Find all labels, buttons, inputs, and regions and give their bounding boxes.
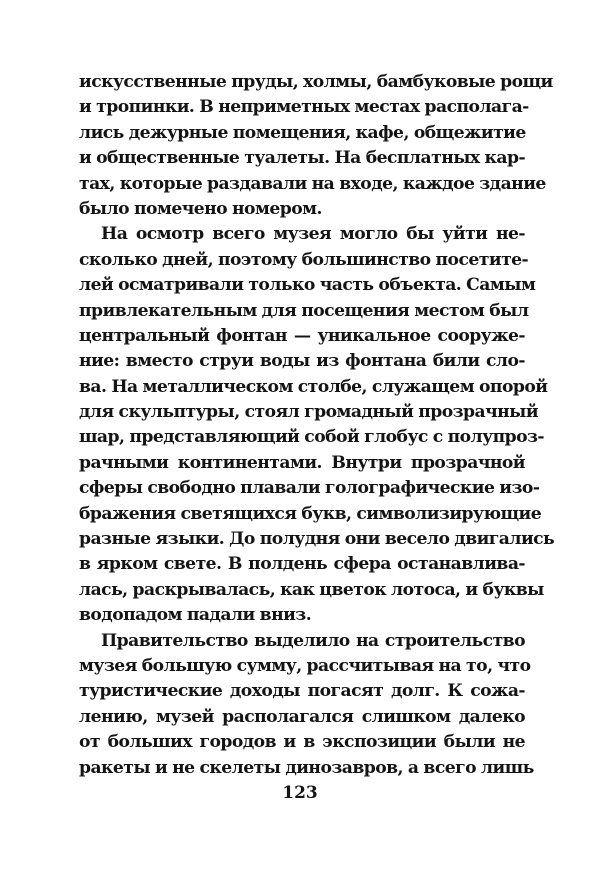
page-body-text [79,70,555,781]
text-line: для скульптуры, стоял громадный прозрачный [79,402,539,423]
text-line: и тропинки. В неприметных местах располага- [79,97,529,118]
text-line: лей осматривали только часть объекта. Самым [79,275,536,296]
text-line: шар, представляющий собой глобус с полупроз- [79,427,544,448]
text-line: сферы свободно плавали голографические изо- [79,478,540,499]
text-line: тах, которые раздавали на входе, каждое здание [79,173,546,194]
text-line: музея большую сумму, рассчитывая на то, что [79,655,531,676]
text-line: лась, раскрывалась, как цветок лотоса, и буквы [79,579,544,600]
text-line: водопадом падали вниз. [79,605,312,626]
text-line: искусственные пруды, холмы, бамбуковые рощи [79,72,553,92]
text-line: лись дежурные помещения, кафе, общежитие [79,122,526,143]
text-line: разные языки. До полудня они весело двигались [79,529,555,550]
text-line: рачными континентами. Внутри прозрачной [79,452,525,473]
text-line: и общественные туалеты. На бесплатных кар- [79,148,526,169]
text-line: ние: вместо струи воды из фонтана били сло- [79,351,525,372]
page-number: 123 [282,783,318,803]
paragraph-2 [79,222,555,628]
text-line: лению, музей располагался слишком далеко [79,706,525,727]
text-line: На осмотр всего музея могло бы уйти не- [101,224,525,245]
paragraph-1 [79,70,553,222]
text-line: ва. На металлическом столбе, служащем опорой [79,376,548,397]
paragraph-3 [79,629,534,781]
text-line: туристические доходы погасят долг. К сожа- [79,681,525,702]
text-line: бражения светящихся букв, символизирующие [79,503,542,524]
text-line: сколько дней, поэтому большинство посетите- [79,249,529,270]
text-line: ракеты и не скелеты динозавров, а всего лишь [79,757,534,778]
text-line: от больших городов и в экспозиции были не [79,732,525,753]
text-line: центральный фонтан — уникальное сооруже- [79,325,525,346]
text-line: было помечено номером. [79,198,322,219]
text-line: привлекательным для посещения местом был [79,300,529,321]
text-line: Правительство выделило на строительство [101,630,525,651]
text-line: в ярком свете. В полдень сфера останавлива- [79,554,525,575]
